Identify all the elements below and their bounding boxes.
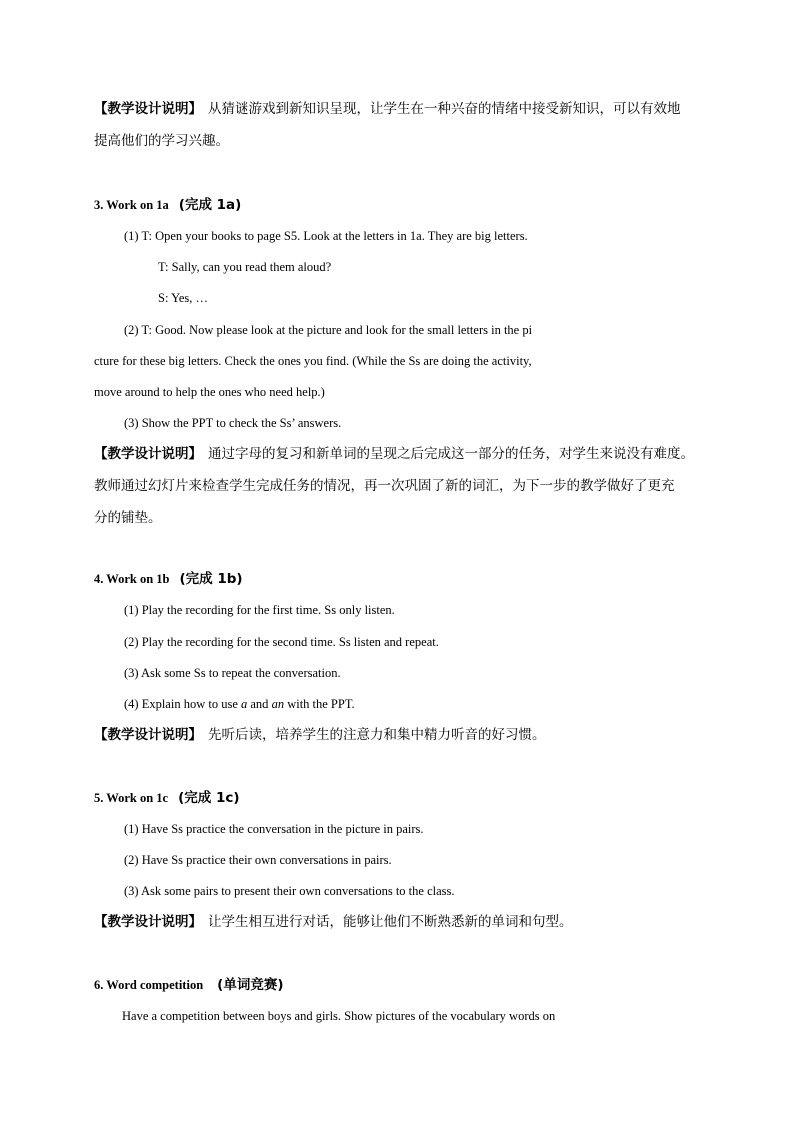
section-3-line-1: (1) T: Open your books to page S5. Look at the letters in 1a. They are big letters. xyxy=(124,229,528,243)
article-a: a xyxy=(241,697,248,711)
section-3-title-zh: (完成 1a) xyxy=(178,197,242,213)
section-3-line-4: (2) T: Good. Now please look at the picture and look for the small letters in the pi xyxy=(124,323,533,337)
section-4-line-3: (3) Ask some Ss to repeat the conversation. xyxy=(124,666,341,680)
article-an: an xyxy=(271,697,285,711)
section-5-line-2: (2) Have Ss practice their own conversations in pairs. xyxy=(124,853,392,867)
section-3-line-7: (3) Show the PPT to check the Ss’ answers. xyxy=(124,416,342,430)
section-6-heading xyxy=(94,976,284,994)
section-4-line-1: (1) Play the recording for the first time. Ss only listen. xyxy=(124,603,395,617)
section-3-heading xyxy=(94,196,241,214)
section-5-heading xyxy=(94,789,240,807)
design-note-text: 从猜谜游戏到新知识呈现，让学生在一种兴奋的情绪中接受新知识，可以有效地 xyxy=(208,101,681,117)
design-note-label: 【教学设计说明】 xyxy=(94,101,202,117)
design-note-text: 让学生相互进行对话，能够让他们不断熟悉新的单词和句型。 xyxy=(208,914,573,930)
section-4-title-zh: (完成 1b) xyxy=(179,571,243,587)
section-5-line-3: (3) Ask some pairs to present their own conversations to the class. xyxy=(124,884,455,898)
design-note-text: 通过字母的复习和新单词的呈现之后完成这一部分的任务，对学生来说没有难度。 xyxy=(208,446,694,462)
section-5-title-zh: (完成 1c) xyxy=(178,790,240,806)
section-4-line-4-and: and xyxy=(247,697,272,711)
design-note-label: 【教学设计说明】 xyxy=(94,446,202,462)
design-note-text: 先听后读，培养学生的注意力和集中精力听音的好习惯。 xyxy=(208,727,546,743)
section-6-title: 6. Word competition xyxy=(94,978,204,992)
design-note-2-cont-1: 教师通过幻灯片来检查学生完成任务的情况，再一次巩固了新的词汇，为下一步的教学做好了更充 xyxy=(94,478,675,494)
section-4-title: 4. Work on 1b xyxy=(94,572,170,586)
section-6-title-zh: (单词竞赛) xyxy=(217,977,284,993)
section-4-line-4 xyxy=(124,695,355,713)
section-3-line-3: S: Yes, … xyxy=(158,291,209,305)
section-5-title: 5. Work on 1c xyxy=(94,791,169,805)
section-5-line-1: (1) Have Ss practice the conversation in the picture in pairs. xyxy=(124,822,424,836)
design-note-1-cont: 提高他们的学习兴趣。 xyxy=(94,133,229,149)
section-4-line-4-text: (4) Explain how to use xyxy=(124,697,241,711)
design-note-4 xyxy=(94,913,573,931)
section-4-heading xyxy=(94,570,243,588)
design-note-2-cont-2: 分的铺垫。 xyxy=(94,510,162,526)
section-3-line-2: T: Sally, can you read them aloud? xyxy=(158,260,332,274)
section-4-line-2: (2) Play the recording for the second time. Ss listen and repeat. xyxy=(124,635,439,649)
design-note-label: 【教学设计说明】 xyxy=(94,727,202,743)
section-6-line-1: Have a competition between boys and girls. Show pictures of the vocabulary words on xyxy=(122,1009,556,1023)
design-note-2 xyxy=(94,445,694,463)
design-note-3 xyxy=(94,726,546,744)
section-3-title: 3. Work on 1a xyxy=(94,198,169,212)
section-4-line-4-end: with the PPT. xyxy=(284,697,355,711)
design-note-label: 【教学设计说明】 xyxy=(94,914,202,930)
design-note-1 xyxy=(94,100,681,118)
section-3-line-6: move around to help the ones who need help.) xyxy=(94,385,325,399)
section-3-line-5: cture for these big letters. Check the ones you find. (While the Ss are doing the activity, xyxy=(94,354,532,368)
